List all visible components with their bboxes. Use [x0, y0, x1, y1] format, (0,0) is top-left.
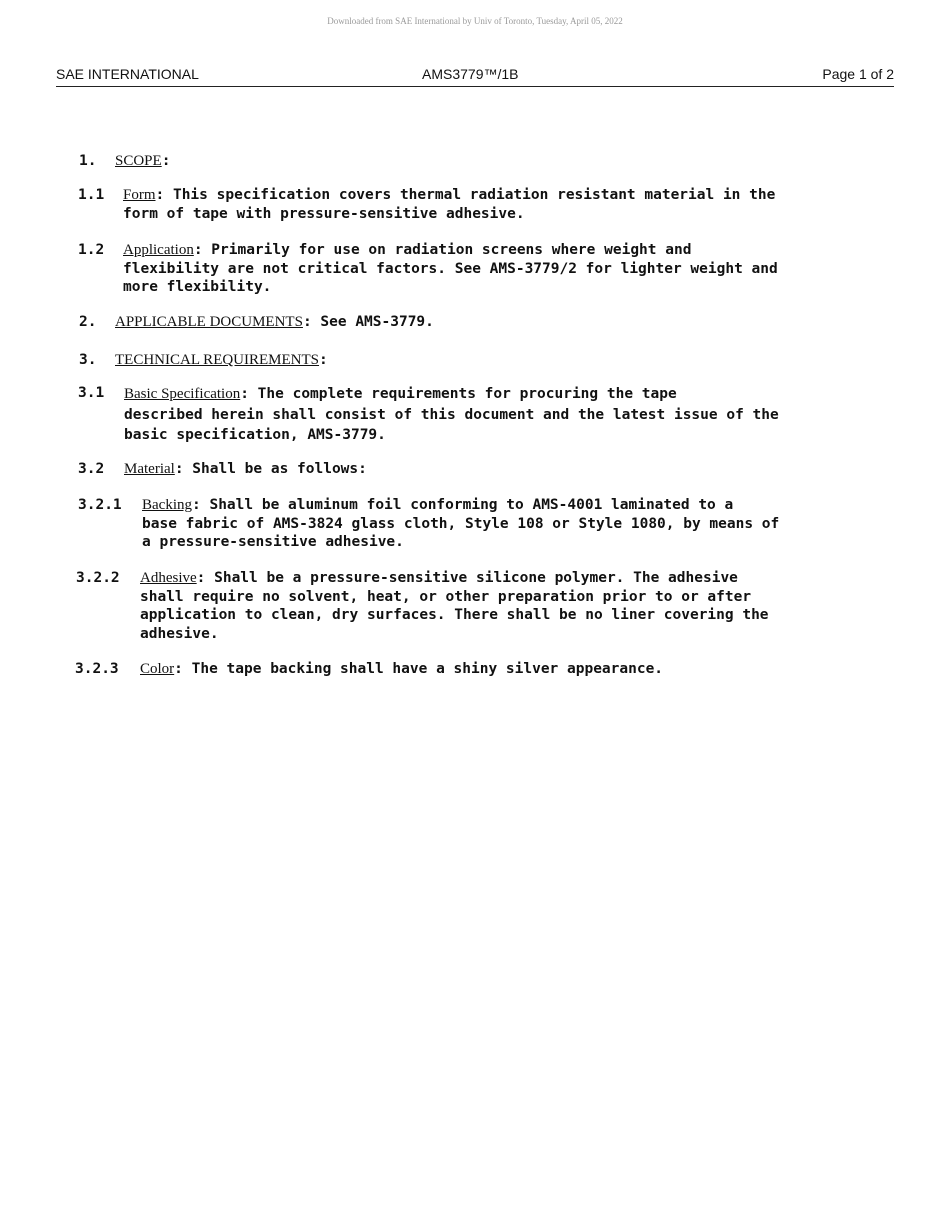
text-line-2: described herein shall consist of this document and the latest issue of the	[124, 406, 779, 423]
heading-colon: :	[319, 352, 328, 368]
text-line-1: : The tape backing shall have a shiny silver appearance.	[174, 661, 664, 677]
section-number: 3.1	[78, 385, 105, 401]
section-text	[123, 186, 775, 223]
section-heading: Adhesive	[140, 570, 197, 586]
document-id: AMS3779™/1B	[422, 66, 519, 82]
section-number: 1.	[79, 153, 97, 169]
section-heading-line	[115, 152, 170, 171]
section-text	[142, 496, 779, 552]
page-number: Page 1 of 2	[822, 66, 894, 82]
page-header	[56, 66, 894, 87]
section-heading: Backing	[142, 497, 192, 513]
text-line-2: form of tape with pressure-sensitive adhesive.	[123, 205, 525, 222]
section-heading-line	[115, 351, 328, 370]
section-heading-line	[115, 313, 434, 332]
section-heading: Color	[140, 661, 175, 677]
section-heading: TECHNICAL REQUIREMENTS	[115, 352, 320, 368]
download-watermark: Downloaded from SAE International by Univ of Toronto, Tuesday, April 05, 2022	[327, 16, 623, 26]
section-heading: SCOPE	[115, 153, 162, 169]
text-line-1: : Shall be as follows:	[174, 461, 367, 477]
text-line-3: a pressure-sensitive adhesive.	[142, 534, 404, 550]
text-line-3: basic specification, AMS-3779.	[124, 427, 386, 443]
section-text	[140, 660, 663, 679]
section-number: 3.2.3	[75, 661, 119, 677]
section-text: : See AMS-3779.	[302, 314, 434, 330]
text-line-3: application to clean, dry surfaces. There shall be no liner covering the	[140, 607, 769, 623]
section-number: 3.2	[78, 461, 105, 477]
text-line-1: : This specification covers thermal radiation resistant material in the	[155, 187, 776, 203]
text-line-2: base fabric of AMS-3824 glass cloth, Style 108 or Style 1080, by means of	[142, 515, 780, 532]
heading-colon: :	[161, 153, 171, 169]
section-heading: Application	[123, 242, 194, 258]
text-line-2: flexibility are not critical factors. See AMS-3779/2 for lighter weight and	[123, 260, 778, 277]
section-number: 1.2	[78, 242, 105, 258]
section-heading: Material	[124, 461, 175, 477]
text-line-4: adhesive.	[140, 625, 219, 642]
section-heading: Form	[123, 187, 156, 203]
section-text	[124, 460, 367, 479]
text-line-1: : Shall be a pressure-sensitive silicone polymer. The adhesive	[196, 570, 738, 586]
text-line-2: shall require no solvent, heat, or other preparation prior to or after	[140, 588, 752, 605]
text-line-3: more flexibility.	[123, 279, 272, 295]
section-number: 3.	[79, 352, 97, 368]
text-line-1: : Shall be aluminum foil conforming to AMS-4001 laminated to a	[192, 497, 734, 513]
section-heading: APPLICABLE DOCUMENTS	[115, 314, 303, 330]
publisher-name: SAE INTERNATIONAL	[56, 66, 199, 82]
section-number: 3.2.1	[78, 497, 122, 513]
section-number: 1.1	[78, 187, 105, 203]
section-number: 2.	[79, 314, 97, 330]
section-number: 3.2.2	[76, 570, 120, 586]
section-heading: Basic Specification	[124, 386, 241, 402]
section-text	[140, 569, 769, 643]
section-text	[123, 241, 778, 297]
section-text	[124, 384, 779, 446]
text-line-1: : The complete requirements for procuring the tape	[240, 386, 677, 402]
text-line-1: : Primarily for use on radiation screens where weight and	[193, 242, 692, 258]
